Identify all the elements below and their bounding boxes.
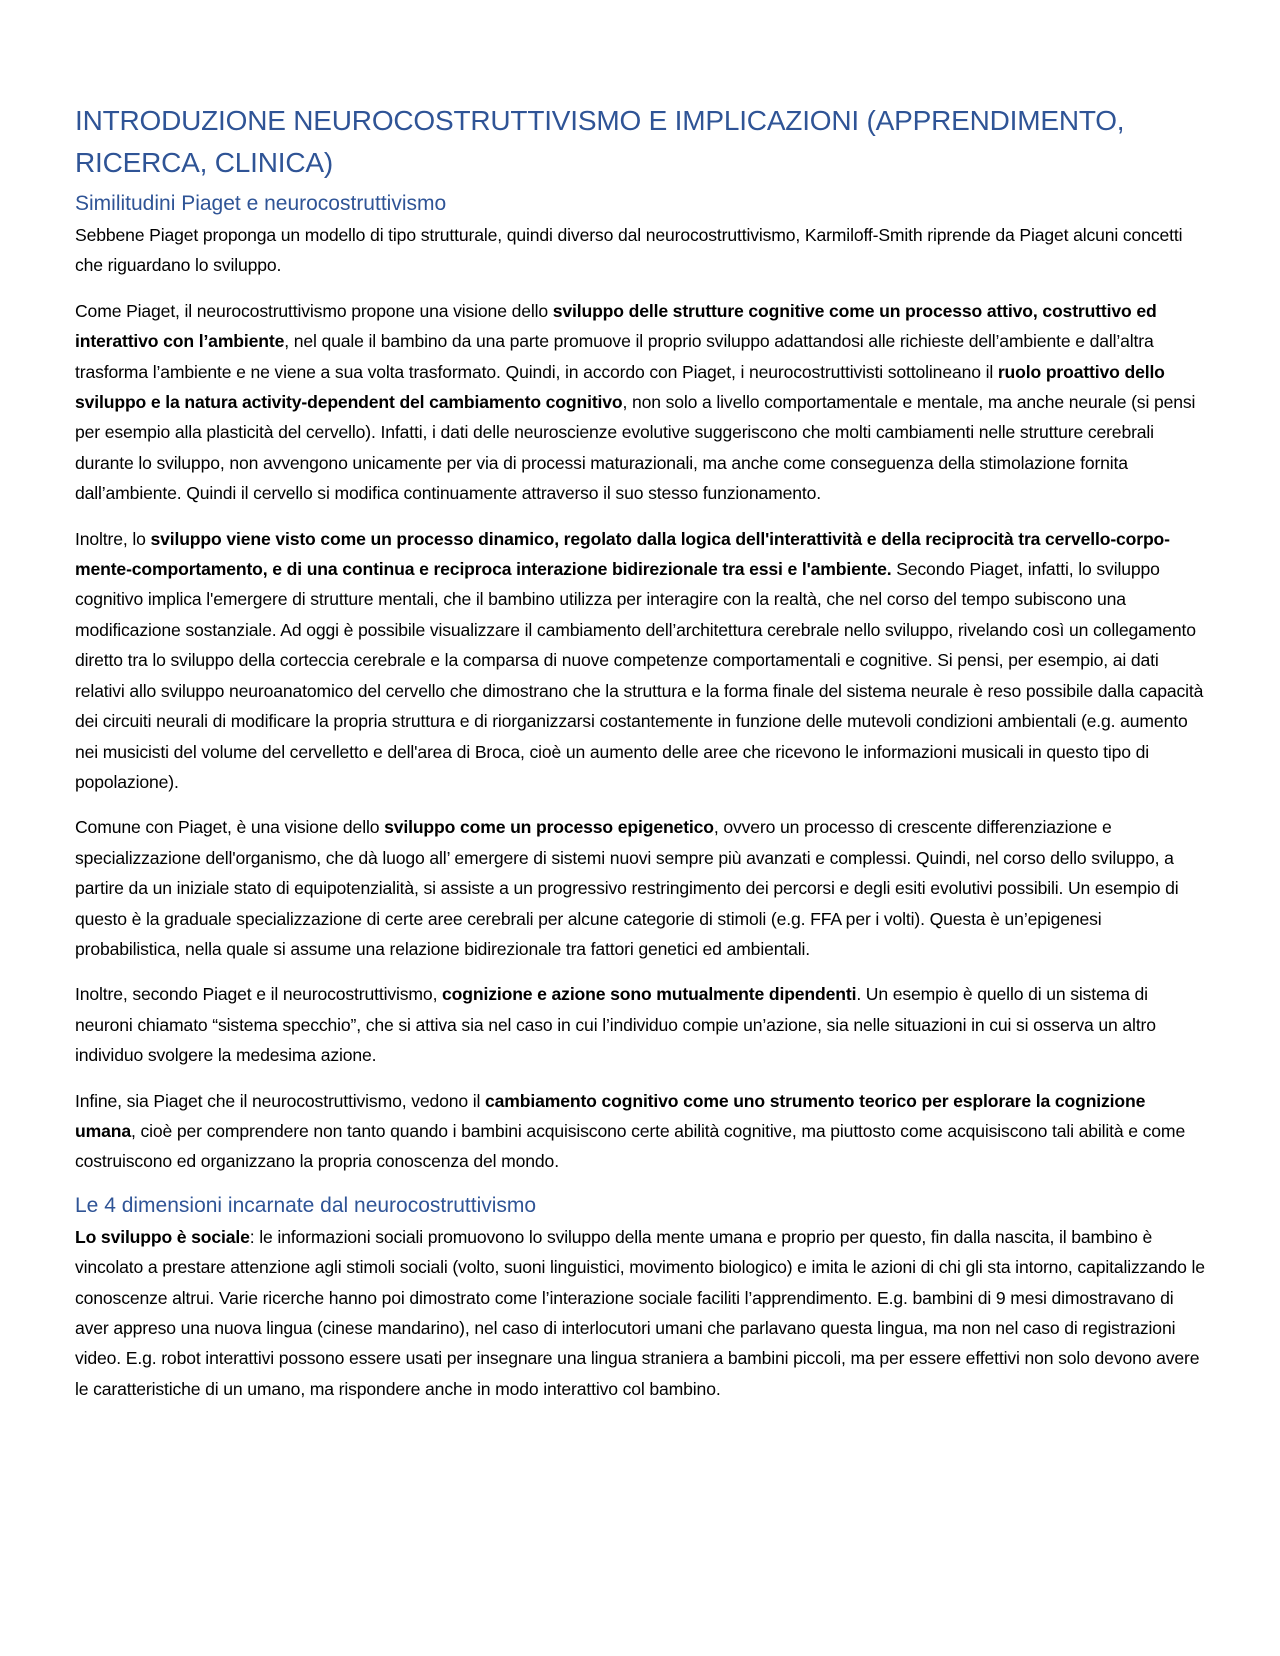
bold-run: cognizione e azione sono mutualmente dipendenti [442, 984, 857, 1005]
text-run: Inoltre, lo [75, 528, 151, 549]
text-run: Infine, sia Piaget che il neurocostruttivismo, vedono il [75, 1090, 486, 1111]
bold-run: cambiamento cognitivo come uno strumento teorico per esplorare la cognizione umana [75, 1090, 1146, 1141]
text-run: : le informazioni sociali promuovono lo sviluppo della mente umana e proprio per questo, fin dalla nascita, il bambino è vincolato a prestare attenzione agli stimoli sociali (volto, suoni linguistici, movimento biologico) e imita le azioni di chi gli sta intorno, capitalizzando le conoscenze altrui. Varie ricerche hanno poi dimostrato come l’interazione sociale faciliti l’apprendimento. E.g. bambini di 9 mesi dimostravano di aver appreso una nuova lingua (cinese mandarino), nel caso di interlocutori umani che parlavano questa lingua, ma non nel caso di registrazioni video. E.g. robot interattivi possono essere usati per insegnare una lingua straniera a bambini piccoli, ma per essere effettivi non solo devono avere le caratteristiche di un umano, ma rispondere anche in modo interattivo col bambino. [75, 1226, 1205, 1399]
text-run: , non solo a livello comportamentale e mentale, ma anche neurale (si pensi per esempio alla plasticità del cervello). Infatti, i dati delle neuroscienze evolutive suggeriscono che molti cambiamenti nelle strutture cerebrali durante lo sviluppo, non avvengono unicamente per via di processi maturazionali, ma anche come conseguenza della stimolazione fornita dall’ambiente. Quindi il cervello si modifica continuamente attraverso il suo stesso funzionamento. [75, 392, 1196, 504]
bold-run: sviluppo come un processo epigenetico [384, 817, 714, 838]
section-heading-similitudini: Similitudini Piaget e neurocostruttivismo [75, 192, 447, 215]
paragraph-cambiamento-cognitivo [75, 1086, 1205, 1177]
text-run: . Un esempio è quello di un sistema di neuroni chiamato “sistema specchio”, che si attiva sia nel caso in cui l’individuo compie un’azione, sia nelle situazioni in cui si osserva un altro individuo svolgere la medesima azione. [75, 984, 1156, 1066]
bold-run: Lo sviluppo è sociale [75, 1226, 250, 1247]
section-heading-dimensioni: Le 4 dimensioni incarnate dal neurocostruttivismo [75, 1193, 537, 1217]
text-run: , nel quale il bambino da una parte promuove il proprio sviluppo adattandosi alle richieste dell’ambiente e dall’altra trasforma l’ambiente e ne viene a sua volta trasformato. Quindi, in accordo con Piaget, i neurocostruttivisti sottolineano il [75, 331, 1154, 382]
paragraph-cognizione-azione [75, 979, 1205, 1070]
text-run: , cioè per comprendere non tanto quando i bambini acquisiscono certe abilità cognitive, ma piuttosto come acquisiscono tali abilità e come costruiscono ed organizzano la propria conoscenza del mondo. [75, 1120, 1186, 1172]
document-page [75, 100, 1205, 1419]
bold-run: sviluppo delle strutture cognitive come un processo attivo, costruttivo ed interattivo con l’ambiente [75, 300, 1157, 352]
text-run: Comune con Piaget, è una visione dello [75, 817, 385, 838]
text-run: Inoltre, secondo Piaget e il neurocostruttivismo, [75, 984, 443, 1005]
paragraph-intro: Sebbene Piaget proponga un modello di tipo strutturale, quindi diverso dal neurocostruttivismo, Karmiloff-Smith riprende da Piaget alcuni concetti che riguardano lo sviluppo. [75, 225, 1183, 276]
document-title: INTRODUZIONE NEUROCOSTRUTTIVISMO E IMPLICAZIONI (APPRENDIMENTO, RICERCA, CLINICA) [75, 105, 1125, 178]
paragraph-epigenetico [75, 812, 1205, 964]
bold-run: sviluppo viene visto come un processo dinamico, regolato dalla logica dell'interattività e della reciprocità tra cervello-corpo-mente-comportamento, e di una continua e reciproca interazione bidirezionale tra essi e l'ambiente. [75, 528, 1170, 580]
text-run: Come Piaget, il neurocostruttivismo propone una visione dello [75, 300, 553, 321]
text-run: , ovvero un processo di crescente differenziazione e specializzazione dell'organismo, che dà luogo all’ emergere di sistemi nuovi sempre più avanzati e complessi. Quindi, nel corso dello sviluppo, a partire da un iniziale stato di equipotenzialità, si assiste a un progressivo restringimento dei percorsi e degli esiti evolutivi possibili. Un esempio di questo è la graduale specializzazione di certe aree cerebrali per alcune categorie di stimoli (e.g. FFA per i volti). Questa è un’epigenesi probabilistica, nella quale si assume una relazione bidirezionale tra fattori genetici ed ambientali. [75, 817, 1179, 959]
paragraph-processo-dinamico [75, 524, 1205, 798]
paragraph-sviluppo-sociale [75, 1222, 1205, 1404]
bold-run: ruolo proattivo dello sviluppo e la natura activity-dependent del cambiamento cognitivo [75, 361, 1165, 413]
paragraph-processo-attivo [75, 296, 1205, 509]
text-run: Secondo Piaget, infatti, lo sviluppo cognitivo implica l'emergere di strutture mentali, che il bambino utilizza per interagire con la realtà, che nel corso del tempo subiscono una modificazione sostanziale. Ad oggi è possibile visualizzare il cambiamento dell’architettura cerebrale nello sviluppo, rivelando così un collegamento diretto tra lo sviluppo della corteccia cerebrale e la comparsa di nuove competenze comportamentali e cognitive. Si pensi, per esempio, ai dati relativi allo sviluppo neuroanatomico del cervello che dimostrano che la struttura e la forma finale del sistema neurale è reso possibile dalla capacità dei circuiti neurali di modificare la propria struttura e di riorganizzarsi costantemente in funzione delle mutevoli condizioni ambientali (e.g. aumento nei musicisti del volume del cervelletto e dell'area di Broca, cioè un aumento delle aree che ricevono le informazioni musicali in questo tipo di popolazione). [75, 559, 1204, 792]
